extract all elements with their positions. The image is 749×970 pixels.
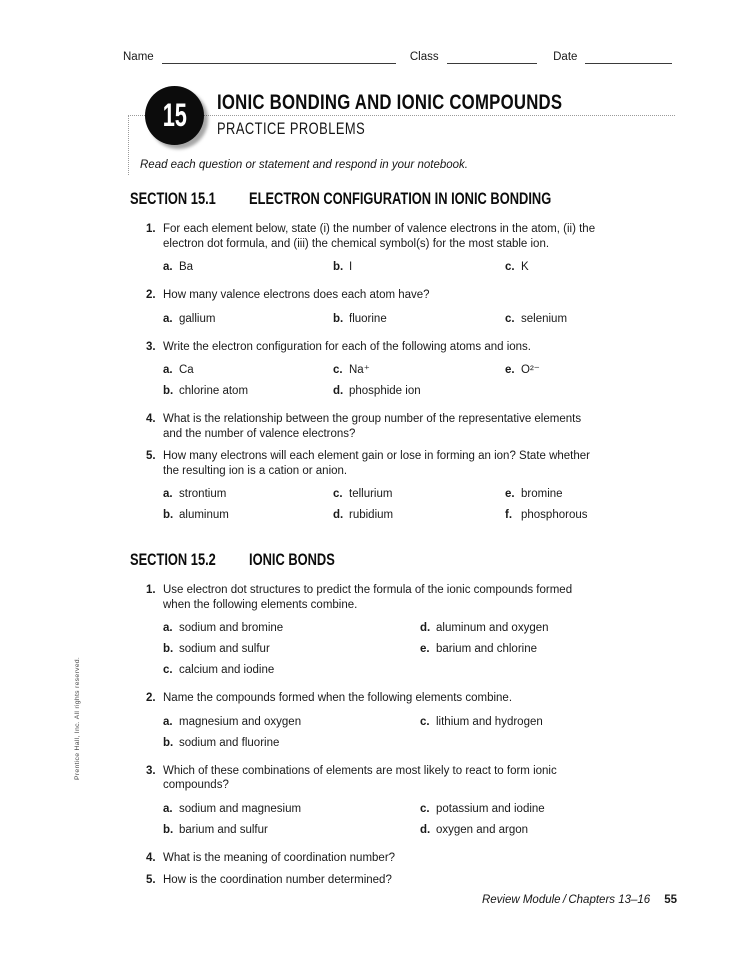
list-item: b. I [333,261,353,273]
question-text: How is the coordination number determined? [163,874,392,886]
question-2 [146,691,685,756]
chapter-header [217,90,660,139]
list-item: b. barium and sulfur [163,823,268,836]
copyright-credit: Prentice Hall, Inc. All rights reserved. [74,656,81,780]
question-number: 1. [146,584,156,596]
page-footer [482,894,677,906]
list-item: c. potassium and iodine [420,802,545,815]
chapter-number: 15 [162,97,187,133]
question-text: For each element below, state (i) the number of valence electrons in the atom, (ii) the electron dot formula, and (iii) the chemical symbol(s) for the most stable ion. [163,223,596,250]
list-item: f. phosphorous [505,509,588,521]
section-heading [130,551,685,570]
list-item: e. O²⁻ [505,364,540,376]
list-item: b. fluorine [333,312,387,325]
list-item: c. K [505,261,529,273]
identification-row [123,50,672,64]
list-item: b. chlorine atom [163,385,249,397]
chapter-title: IONIC BONDING AND IONIC COMPOUNDS [217,90,563,114]
section-heading [130,190,685,209]
question-5 [146,873,685,888]
list-item: c. Na⁺ [333,364,370,376]
question-4 [146,851,685,866]
worksheet-body [123,159,685,896]
class-label: Class [409,51,439,63]
question-number: 5. [146,450,156,462]
list-item: e. barium and chlorine [420,643,538,655]
question-text: What is the relationship between the group number of the representative elements and the number of valence electrons? [163,413,582,440]
list-item: c. tellurium [333,488,393,500]
question-number: 3. [146,340,156,353]
footer-module-text: Review Module / Chapters 13–16 [481,894,651,906]
question-text: What is the meaning of coordination number? [163,851,396,864]
question-1 [146,222,685,280]
list-item: e. bromine [505,488,563,500]
question-number: 3. [146,764,156,777]
question-number: 4. [146,413,156,425]
list-item: d. aluminum and oxygen [420,622,549,634]
list-item: a. sodium and magnesium [163,802,302,815]
section-15-1 [123,190,685,528]
question-text: Which of these combinations of elements are most likely to react to form ionic compounds? [163,764,557,791]
question-number: 2. [146,692,156,704]
list-item: d. phosphide ion [333,385,421,397]
question-number: 2. [146,289,156,301]
instruction-text: Read each question or statement and respond in your notebook. [140,159,468,171]
question-text: Write the electron configuration for each of the following atoms and ions. [163,340,531,353]
list-item: a. sodium and bromine [163,622,284,634]
section-15-2 [123,551,685,888]
date-blank-line [585,50,672,64]
section-label: SECTION 15.2 [130,551,216,569]
name-blank-line [162,50,396,64]
question-3 [146,340,685,405]
name-label: Name [123,51,154,63]
section-title: ELECTRON CONFIGURATION IN IONIC BONDING [249,190,552,208]
list-item: a. gallium [163,312,216,325]
question-4 [146,412,685,441]
section-title: IONIC BONDS [249,551,335,569]
question-text: Use electron dot structures to predict the formula of the ionic compounds formed when the following elements combine. [163,584,573,611]
list-item: c. selenium [505,312,568,325]
page-number: 55 [664,894,677,906]
question-5 [146,449,685,528]
section-label: SECTION 15.1 [130,190,216,208]
chapter-subtitle: PRACTICE PROBLEMS [217,120,366,138]
question-3 [146,764,685,843]
chapter-number-badge [145,86,204,145]
list-item: b. sodium and sulfur [163,643,270,655]
list-item: a. Ba [163,261,194,273]
list-item: d. rubidium [333,509,394,521]
question-text: How many electrons will each element gain or lose in forming an ion? State whether the resulting ion is a cation or anion. [163,450,590,477]
question-number: 1. [146,223,156,235]
list-item: c. calcium and iodine [163,664,275,676]
question-number: 5. [146,874,156,886]
list-item: a. strontium [163,488,227,500]
question-2 [146,288,685,332]
date-label: Date [553,51,578,63]
question-number: 4. [146,851,156,864]
list-item: b. aluminum [163,509,229,521]
question-text: Name the compounds formed when the following elements combine. [163,692,513,704]
class-blank-line [447,50,538,64]
question-1 [146,583,685,683]
list-item: c. lithium and hydrogen [420,715,543,728]
list-item: a. magnesium and oxygen [163,715,302,728]
list-item: a. Ca [163,364,194,376]
list-item: d. oxygen and argon [420,823,529,836]
question-text: How many valence electrons does each atom have? [163,289,430,301]
list-item: b. sodium and fluorine [163,736,280,749]
